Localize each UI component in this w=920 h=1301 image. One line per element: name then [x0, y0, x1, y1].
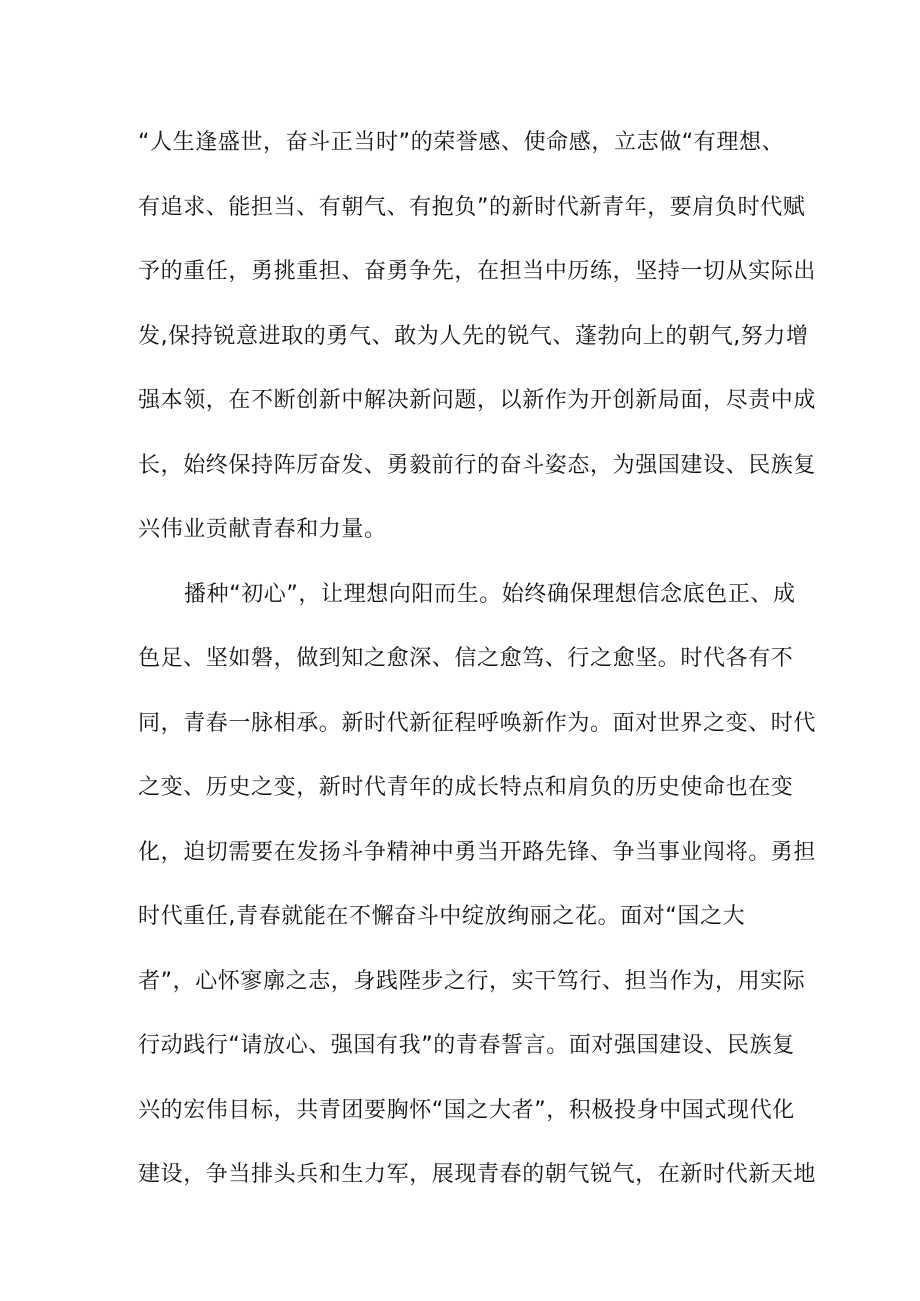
text-line: 予的重任，勇挑重担、奋勇争先，在担当中历练，坚持一切从实际出	[138, 259, 817, 284]
text-line-first: 播种“初心”，让理想向阳而生。始终确保理想信念底色正、成	[184, 581, 796, 607]
text-line: 行动践行“请放心、强国有我”的青春誓言。面对强国建设、民族复	[138, 1033, 795, 1058]
text-line: 同，青春一脉相承。新时代新征程呼唤新作为。面对世界之变、时代	[138, 710, 817, 736]
paragraph-2	[138, 570, 817, 1215]
text-line: 兴伟业贡献青春和力量。	[138, 517, 387, 542]
text-line: 化，迫切需要在发扬斗争精神中勇当开路先锋、争当事业闯将。勇担	[138, 839, 817, 865]
text-line: 有追求、能担当、有朝气、有抱负”的新时代新青年，要肩负时代赋	[138, 194, 806, 220]
text-line: 者”，心怀寥廓之志，身践陛步之行，实干笃行、担当作为，用实际	[138, 968, 806, 994]
text-line: 发,保持锐意进取的勇气、敢为人先的锐气、蓬勃向上的朝气,努力增	[138, 323, 809, 349]
paragraph-1	[138, 118, 817, 570]
text-line: 建设，争当排头兵和生力军，展现青春的朝气锐气，在新时代新天地	[138, 1162, 817, 1187]
text-line: “人生逢盛世，奋斗正当时”的荣誉感、使命感，立志做“有理想、	[138, 130, 785, 155]
text-line: 之变、历史之变，新时代青年的成长特点和肩负的历史使命也在变	[138, 775, 794, 800]
text-line: 强本领，在不断创新中解决新问题，以新作为开创新局面，尽责中成	[138, 388, 817, 413]
text-line: 时代重任,青春就能在不懈奋斗中绽放绚丽之花。面对“国之大	[138, 904, 746, 929]
text-line: 兴的宏伟目标，共青团要胸怀“国之大者”，积极投身中国式现代化	[138, 1097, 795, 1123]
document-body	[138, 118, 817, 1215]
text-line: 长，始终保持阵厉奋发、勇毅前行的奋斗姿态，为强国建设、民族复	[138, 452, 817, 478]
text-line: 色足、坚如磐，做到知之愈深、信之愈笃、行之愈坚。时代各有不	[138, 646, 794, 671]
